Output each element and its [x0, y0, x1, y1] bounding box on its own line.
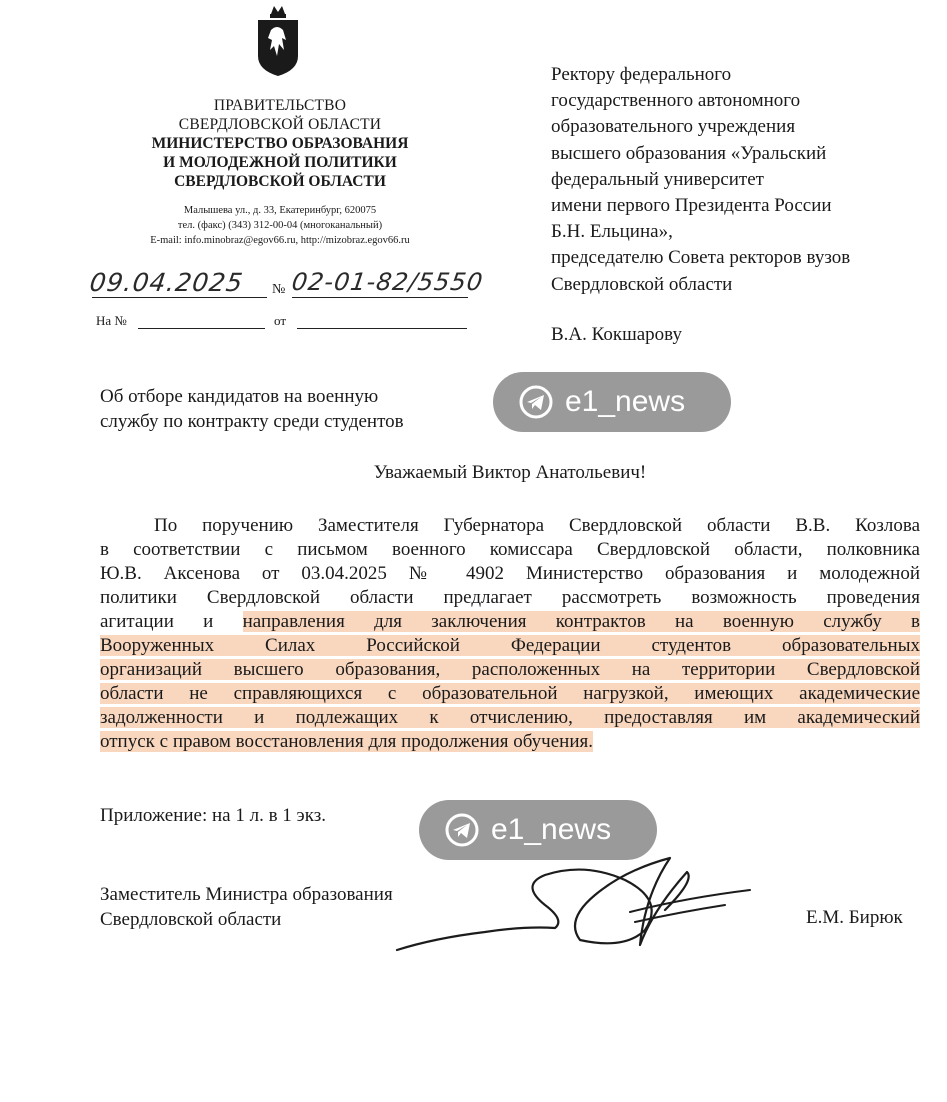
telegram-icon	[445, 813, 479, 847]
highlighted-text: Вооруженных Силах Российской Федерации студентов образовательных	[100, 635, 920, 656]
date-underline	[92, 297, 267, 298]
highlighted-text: направления для заключения контрактов на военную службу в	[242, 611, 920, 632]
telegram-icon	[519, 385, 553, 419]
body-line: По поручению Заместителя Губернатора Свердловской области В.В. Козлова	[154, 515, 920, 536]
body-line: в соответствии с письмом военного комиссара Свердловской области, полковника	[100, 539, 920, 560]
letterhead-email: E-mail: info.minobraz@egov66.ru, http://mizobraz.egov66.ru	[150, 235, 410, 246]
addressee-line: высшего образования «Уральский	[551, 142, 827, 164]
reply-date-line	[297, 328, 467, 329]
from-label: от	[274, 313, 287, 328]
addressee-line: Свердловской области	[551, 273, 733, 295]
signatory-title: Заместитель Министра образования Свердловской области	[100, 884, 393, 930]
body-line: агитации и направления для заключения контрактов на военную службу в	[100, 611, 920, 632]
addressee-line: государственного автономного	[551, 90, 801, 112]
letter-subject: Об отборе кандидатов на военную службу по контракту среди студентов	[100, 386, 404, 432]
addressee-line: председателю Совета ректоров вузов	[551, 247, 851, 269]
letterhead-ministry: МИНИСТЕРСТВО ОБРАЗОВАНИЯ И МОЛОДЕЖНОЙ ПОЛИТИКИ СВЕРДЛОВСКОЙ ОБЛАСТИ	[151, 135, 409, 190]
highlighted-text: области не справляющихся с образовательной нагрузкой, имеющих академические	[100, 683, 920, 704]
handwritten-signature	[395, 850, 755, 960]
addressee-block	[551, 62, 850, 298]
letterhead-government: ПРАВИТЕЛЬСТВО СВЕРДЛОВСКОЙ ОБЛАСТИ	[178, 97, 382, 133]
letterhead-phone: тел. (факс) (343) 312-00-04 (многоканальный)	[177, 220, 383, 231]
highlighted-text: отпуск с правом восстановления для продолжения обучения.	[100, 731, 593, 752]
addressee-line: имени первого Президента России	[551, 195, 832, 217]
watermark-badge	[493, 372, 731, 432]
registration-number: 02-01-82/5550	[290, 268, 486, 296]
number-label: №	[272, 282, 286, 297]
number-underline	[292, 297, 468, 298]
highlighted-text: организаций высшего образования, расположенных на территории Свердловской	[100, 659, 920, 680]
body-line: политики Свердловской области предлагает рассмотреть возможность проведения	[100, 587, 920, 608]
reply-label: На №	[96, 313, 127, 328]
salutation: Уважаемый Виктор Анатольевич!	[373, 462, 647, 483]
attachment-note: Приложение: на 1 л. в 1 экз.	[100, 805, 326, 826]
letter-body	[100, 514, 920, 754]
addressee-line: Б.Н. Ельцина»,	[551, 221, 673, 243]
addressee-line: федеральный университет	[551, 168, 764, 190]
letterhead-address: Малышева ул., д. 33, Екатеринбург, 620075	[183, 205, 377, 216]
reply-number-line	[138, 328, 265, 329]
addressee-line: образовательного учреждения	[551, 116, 796, 138]
watermark-text: e1_news	[565, 385, 686, 418]
coat-of-arms-icon	[255, 4, 301, 78]
addressee-line: Ректору федерального	[551, 64, 732, 85]
watermark-text: e1_news	[491, 813, 612, 846]
registration-date: 09.04.2025	[87, 268, 246, 297]
signatory-name: Е.М. Бирюк	[806, 907, 903, 928]
highlighted-text: задолженности и подлежащих к отчислению, предоставляя им академический	[100, 707, 920, 728]
body-line: Ю.В. Аксенова от 03.04.2025 № 4902 Министерство образования и молодежной	[100, 563, 920, 584]
addressee-name: В.А. Кокшарову	[551, 324, 682, 345]
